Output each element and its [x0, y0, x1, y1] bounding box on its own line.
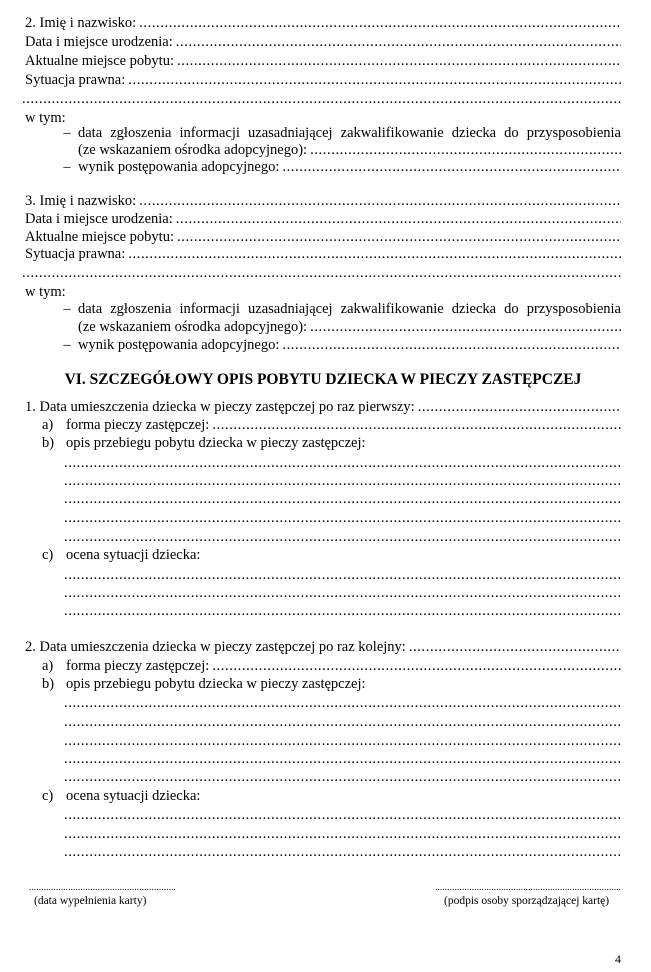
- date-caption: (data wypełnienia karty): [34, 895, 147, 907]
- fill-line: [22, 264, 621, 282]
- page-number: 4: [615, 952, 621, 966]
- p1-c-label: ocena sytuacji dziecka:: [66, 547, 201, 563]
- p1-c-marker: c): [42, 547, 54, 563]
- s3-report-field[interactable]: [78, 318, 621, 336]
- fill-line: [212, 657, 621, 675]
- fill-line: [282, 336, 621, 354]
- s3-legal-label: Sytuacja prawna:: [25, 246, 126, 262]
- s2-name-field[interactable]: [25, 14, 621, 32]
- p1-b-line-1[interactable]: [64, 454, 621, 472]
- p2-c-marker: c): [42, 788, 54, 804]
- fill-line: [64, 732, 621, 750]
- s3-birth-field[interactable]: [25, 210, 621, 228]
- s2-dash-2: –: [63, 159, 71, 175]
- s3-dash-2: –: [63, 337, 71, 353]
- s3-result-label: wynik postępowania adopcyjnego:: [78, 337, 280, 353]
- s2-report-line1: data zgłoszenia informacji uzasadniającej zakwalifikowanie dziecka do przysposobienia: [78, 125, 621, 141]
- fill-line: [177, 228, 621, 246]
- p2-form-field[interactable]: [66, 657, 621, 675]
- fill-line: [139, 192, 621, 210]
- fill-line: [64, 694, 621, 712]
- fill-line: [64, 472, 621, 490]
- s2-legal-field[interactable]: [25, 71, 621, 89]
- p1-b-line-4[interactable]: [64, 509, 621, 527]
- p2-b-line-5[interactable]: [64, 768, 621, 786]
- p1-form-field[interactable]: [66, 416, 621, 434]
- fill-line: [64, 490, 621, 508]
- p2-b-line-2[interactable]: [64, 713, 621, 731]
- s3-legal-continuation[interactable]: [22, 264, 621, 282]
- fill-line: [176, 210, 621, 228]
- fill-line: [64, 509, 621, 527]
- fill-line: [64, 454, 621, 472]
- s3-birth-label: Data i miejsce urodzenia:: [25, 211, 173, 227]
- s2-residence-field[interactable]: [25, 52, 621, 70]
- fill-line: [64, 602, 621, 620]
- fill-line: [418, 398, 621, 416]
- p2-date-label: 2. Data umieszczenia dziecka w pieczy zastępczej po raz kolejny:: [25, 639, 406, 655]
- s3-report-line2: (ze wskazaniem ośrodka adopcyjnego):: [78, 319, 308, 335]
- p1-c-line-1[interactable]: [64, 566, 621, 584]
- s2-name-label: 2. Imię i nazwisko:: [25, 15, 137, 31]
- p1-b-marker: b): [42, 435, 55, 451]
- s2-legal-label: Sytuacja prawna:: [25, 72, 126, 88]
- s2-dash-1: –: [63, 125, 71, 141]
- p1-date-field[interactable]: [25, 398, 621, 416]
- section-heading: VI. SZCZEGÓŁOWY OPIS POBYTU DZIECKA W PIECZY ZASTĘPCZEJ: [64, 371, 582, 388]
- p2-c-line-3[interactable]: [64, 843, 621, 861]
- p1-c-line-2[interactable]: [64, 584, 621, 602]
- p1-c-line-3[interactable]: [64, 602, 621, 620]
- s2-result-field[interactable]: [78, 158, 621, 176]
- s2-report-line2: (ze wskazaniem ośrodka adopcyjnego):: [78, 142, 308, 158]
- s3-dash-1: –: [63, 301, 71, 317]
- s3-result-field[interactable]: [78, 336, 621, 354]
- s2-legal-continuation[interactable]: [22, 90, 621, 108]
- fill-line: [64, 768, 621, 786]
- p2-b-marker: b): [42, 676, 55, 692]
- p2-c-line-1[interactable]: [64, 806, 621, 824]
- fill-line: [409, 638, 621, 656]
- signature-caption: (podpis osoby sporządzającej kartę): [444, 895, 610, 907]
- p2-b-line-3[interactable]: [64, 732, 621, 750]
- fill-line: [128, 71, 621, 89]
- fill-line: [64, 528, 621, 546]
- p2-b-line-4[interactable]: [64, 750, 621, 768]
- p2-c-label: ocena sytuacji dziecka:: [66, 788, 201, 804]
- fill-line: [64, 843, 621, 861]
- p1-date-label: 1. Data umieszczenia dziecka w pieczy zastępczej po raz pierwszy:: [25, 399, 415, 415]
- fill-line: [64, 584, 621, 602]
- p2-date-field[interactable]: [25, 638, 621, 656]
- s2-residence-label: Aktualne miejsce pobytu:: [25, 53, 174, 69]
- fill-line: [282, 158, 621, 176]
- s3-name-field[interactable]: [25, 192, 621, 210]
- fill-line: [64, 750, 621, 768]
- p2-form-label: forma pieczy zastępczej:: [66, 658, 210, 674]
- fill-line: [177, 52, 621, 70]
- fill-line: [64, 825, 621, 843]
- p2-b-line-1[interactable]: [64, 694, 621, 712]
- p1-b-line-2[interactable]: [64, 472, 621, 490]
- fill-line: [64, 713, 621, 731]
- p1-b-label: opis przebiegu pobytu dziecka w pieczy zastępczej:: [66, 435, 366, 451]
- fill-line: [139, 14, 621, 32]
- p1-b-line-3[interactable]: [64, 490, 621, 508]
- p1-a-marker: a): [42, 417, 54, 433]
- s3-residence-label: Aktualne miejsce pobytu:: [25, 229, 174, 245]
- s2-birth-field[interactable]: [25, 33, 621, 51]
- fill-line: [310, 141, 621, 159]
- p2-a-marker: a): [42, 658, 54, 674]
- fill-line: [64, 806, 621, 824]
- p2-c-line-2[interactable]: [64, 825, 621, 843]
- s3-report-line1: data zgłoszenia informacji uzasadniającej zakwalifikowanie dziecka do przysposobienia: [78, 301, 621, 317]
- fill-line: [128, 245, 621, 263]
- signature-line[interactable]: [435, 882, 621, 892]
- s3-wtym: w tym:: [25, 284, 66, 300]
- s3-legal-field[interactable]: [25, 245, 621, 263]
- p2-b-label: opis przebiegu pobytu dziecka w pieczy zastępczej:: [66, 676, 366, 692]
- s2-wtym: w tym:: [25, 110, 66, 126]
- s2-birth-label: Data i miejsce urodzenia:: [25, 34, 173, 50]
- fill-line: [22, 90, 621, 108]
- p1-form-label: forma pieczy zastępczej:: [66, 417, 210, 433]
- s2-report-field[interactable]: [78, 141, 621, 159]
- p1-b-line-5[interactable]: [64, 528, 621, 546]
- date-signature-line[interactable]: [29, 882, 175, 892]
- fill-line: [212, 416, 621, 434]
- fill-line: [310, 318, 621, 336]
- fill-line: [176, 33, 621, 51]
- s2-result-label: wynik postępowania adopcyjnego:: [78, 159, 280, 175]
- fill-line: [64, 566, 621, 584]
- s3-name-label: 3. Imię i nazwisko:: [25, 193, 137, 209]
- s3-residence-field[interactable]: [25, 228, 621, 246]
